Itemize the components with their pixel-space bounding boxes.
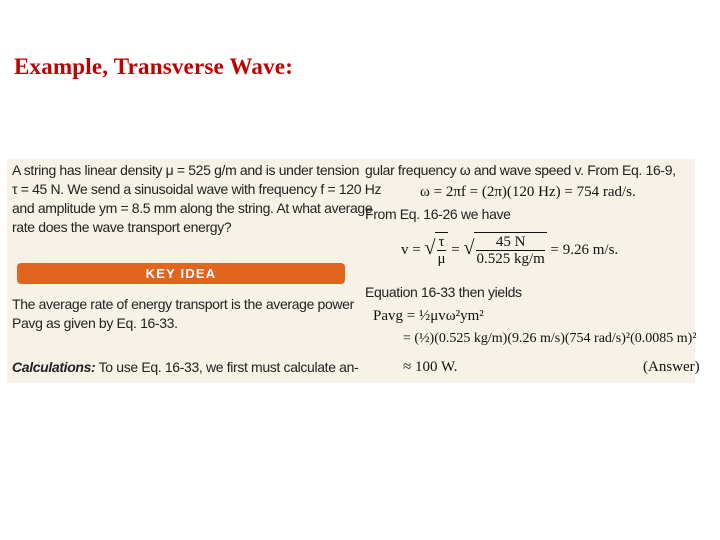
- problem-line-2: τ = 45 N. We send a sinusoidal wave with frequency f = 120 Hz: [12, 181, 382, 197]
- v-eq-sign: =: [451, 242, 460, 258]
- v-lhs: v =: [401, 242, 421, 258]
- v-frac2-num: 45 N: [495, 234, 526, 251]
- answer-label: (Answer): [643, 359, 700, 375]
- power-equation-line-2: = (½)(0.525 kg/m)(9.26 m/s)(754 rad/s)²(0.0085 m)²: [403, 331, 697, 346]
- power-equation-line-3: ≈ 100 W.: [403, 359, 458, 375]
- right-line-3: Equation 16-33 then yields: [365, 284, 522, 300]
- right-line-2: From Eq. 16-26 we have: [365, 206, 511, 222]
- key-idea-banner: [17, 263, 345, 284]
- slide-title: Example, Transverse Wave:: [14, 54, 294, 79]
- idea-line-1: The average rate of energy transport is the average power: [12, 296, 354, 312]
- v-frac1-num: τ: [438, 234, 445, 251]
- problem-line-3: and amplitude ym = 8.5 mm along the string. At what average: [12, 200, 373, 216]
- wave-speed-equation: v = √ $\frac{\tau}{\mu}$ = √ $\frac{45 N}{0.525 kg/m}$ = 9.26 m/s.: [401, 231, 618, 267]
- textbook-example-panel: [7, 159, 700, 383]
- calculations-line: [12, 358, 358, 377]
- v-result: = 9.26 m/s.: [550, 242, 619, 258]
- calculations-label: Calculations:: [12, 359, 96, 375]
- calculations-text: To use Eq. 16-33, we first must calculate an-: [98, 359, 359, 375]
- v-frac1-den: μ: [437, 251, 446, 268]
- problem-line-1: A string has linear density μ = 525 g/m and is under tension: [12, 162, 360, 178]
- problem-line-4: rate does the wave transport energy?: [12, 219, 232, 235]
- right-line-1: gular frequency ω and wave speed v. From Eq. 16-9,: [365, 162, 676, 178]
- idea-line-2: Pavg as given by Eq. 16-33.: [12, 315, 178, 331]
- omega-equation: ω = 2πf = (2π)(120 Hz) = 754 rad/s.: [420, 184, 636, 200]
- power-equation-line-1: Pavg = ½μvω²ym²: [373, 308, 484, 324]
- key-idea-label: KEY IDEA: [145, 266, 217, 281]
- v-frac2-den: 0.525 kg/m: [476, 251, 545, 268]
